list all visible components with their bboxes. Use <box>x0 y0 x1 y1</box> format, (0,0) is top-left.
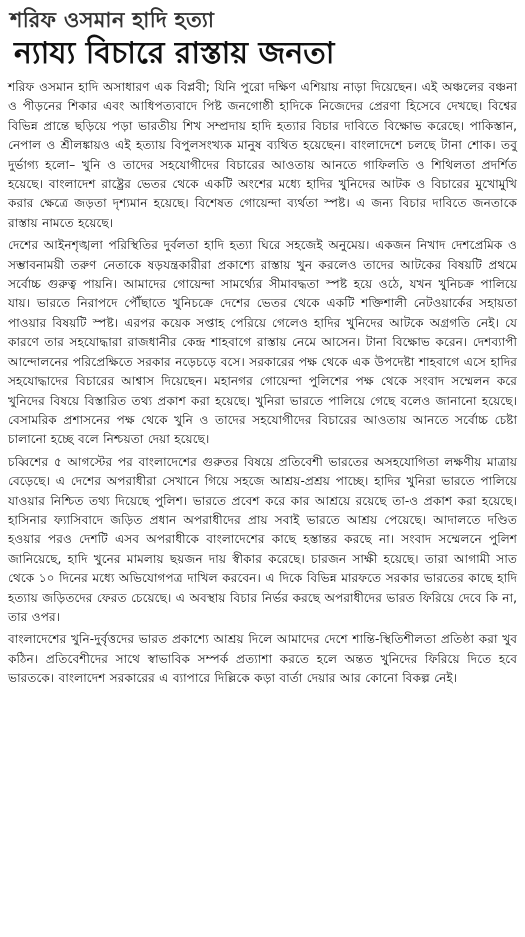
article-kicker: শরিফ ওসমান হাদি হত্যা <box>10 8 215 32</box>
article-paragraph: দেশের আইনশৃঙ্খলা পরিস্থিতির দুর্বলতা হাদি হত্যা ঘিরে সহজেই অনুমেয়। একজন নিখাদ দেশপ্রেমিক ও সম্ভাবনাময়ী তরুণ নেতাকে ষড়যন্ত্রকারীরা প্রকাশ্যে রাস্তায় খুন করলেও তাদের আটকের বিষয়টি প্রথমে সর্বোচ্চ গুরুত্ব পায়নি। আমাদের গোয়েন্দা সামর্থ্যের সীমাবদ্ধতা স্পষ্ট হয়ে ওঠে, যখন খুনিচক্র পালিয়ে যায়। ভারতে নিরাপদে পৌঁছাতে খুনিচক্রে দেশের ভেতর থেকে একটি শক্তিশালী নেটওয়ার্কের সহায়তা পাওয়ার বিষয়টি স্পষ্ট। এরপর কয়েক সপ্তাহ পেরিয়ে গেলেও হাদির খুনিদের আটকে অগ্রগতি নেই। যে কারণে তার সহযোদ্ধারা রাজধানীর কেন্দ্র শাহবাগে রাস্তায় নেমে আসেন। টানা বিক্ষোভ করেন। দেশব্যাপী আন্দোলনের পরিপ্রেক্ষিতে সরকার নড়েচড়ে বসে। সরকারের পক্ষ থেকে এক উপদেষ্টা শাহবাগে এসে হাদির সহযোদ্ধাদের বিচারের আশ্বাস দিয়েছেন। মহানগর গোয়েন্দা পুলিশের পক্ষ থেকে সংবাদ সম্মেলন করে খুনিদের বিষয়ে বিস্তারিত তথ্য প্রকাশ করা হয়েছে। খুনিরা ভারতে পালিয়ে গেছে বলেও জানানো হয়েছে। বেসামরিক প্রশাসনের পক্ষ থেকে খুনি ও তাদের সহযোগীদের বিচারের আওতায় আনতে সর্বোচ্চ চেষ্টা চালানো হচ্ছে বলে নিশ্চয়তা দেয়া হয়েছে। <box>8 238 517 447</box>
article-paragraph: শরিফ ওসমান হাদি অসাধারণ এক বিপ্লবী; যিনি পুরো দক্ষিণ এশিয়ায় নাড়া দিয়েছেন। এই অঞ্চলের বঞ্চনা ও পীড়নের শিকার এবং আধিপত্যবাদে পিষ্ট জনগোষ্ঠী হাদিকে নিজেদের প্রেরণা হিসেবে দেখছে। বিশ্বের বিভিন্ন প্রান্তে ছড়িয়ে পড়া ভারতীয় শিখ সম্প্রদায় হাদি হত্যার বিচার দাবিতে বিক্ষোভ করেছে। পাকিস্তান, নেপাল ও শ্রীলঙ্কায়ও এই হত্যায় বিপুলসংখ্যক মানুষ ব্যথিত হয়েছেন। বাংলাদেশে চলছে টানা শোক। তবু দুর্ভাগ্য হলো– খুনি ও তাদের সহযোগীদের বিচারের আওতায় আনতে গাফিলতি ও শিথিলতা প্রদর্শিত হয়েছে। বাংলাদেশ রাষ্ট্রের ভেতর থেকে একটি অংশের মধ্যে হাদির খুনিদের আটক ও বিচারের মুখোমুখি করার ক্ষেত্রে জড়তা দৃশ্যমান হয়েছে। বিশেষত গোয়েন্দা ব্যর্থতা স্পষ্ট। এ জন্য বিচার দাবিতে জনতাকে রাস্তায় নামতে হয়েছে। <box>8 80 517 230</box>
article-paragraph: বাংলাদেশের খুনি-দুর্বৃত্তদের ভারত প্রকাশ্যে আশ্রয় দিলে আমাদের দেশে শান্তি-স্থিতিশীলতা প্রতিষ্ঠা করা খুব কঠিন। প্রতিবেশীদের সাথে স্বাভাবিক সম্পর্ক প্রত্যাশা করতে হলে অন্তত খুনিদের ফিরিয়ে দিতে হবে ভারতকে। বাংলাদেশ সরকারের এ ব্যাপারে দিল্লিকে কড়া বার্তা দেয়ার আর কোনো বিকল্প নেই। <box>8 632 517 686</box>
article-body <box>8 78 517 689</box>
article-paragraph: চব্বিশের ৫ আগস্টের পর বাংলাদেশের গুরুতর বিষয়ে প্রতিবেশী ভারতের অসহযোগিতা লক্ষণীয় মাত্রায় বেড়েছে। এ দেশের অপরাধীরা সেখানে গিয়ে সহজে আশ্রয়-প্রশ্রয় পাচ্ছে। হাদির খুনিরা ভারতে পালিয়ে যাওয়ার নিশ্চিত তথ্য দিয়েছে পুলিশ। ভারতে প্রবেশ করে কার আশ্রয়ে রয়েছে তা-ও প্রকাশ করা হয়েছে। হাসিনার ফ্যাসিবাদে জড়িত প্রধান অপরাধীদের প্রায় সবাই ভারতে আশ্রয় পেয়েছে। আদালতে দণ্ডিত হওয়ার পরও দেশটি এসব অপরাধীকে বাংলাদেশের কাছে হস্তান্তর করছে না। সংবাদ সম্মেলনে পুলিশ জানিয়েছে, হাদি খুনের মামলায় ছয়জন দায় স্বীকার করেছে। চারজন সাক্ষী হয়েছে। তারা আগামী সাত থেকে ১০ দিনের মধ্যে অভিযোগপত্র দাখিল করবেন। এ দিকে বিভিন্ন মারফতে সরকার ভারতের কাছে হাদি হত্যায় জড়িতদের ফেরত চেয়েছে। এ অবস্থায় বিচার নির্ভর করছে অপরাধীদের ভারত ফিরিয়ে দেবে কি না, তার ওপর। <box>8 454 517 624</box>
article-headline: ন্যায্য বিচারে রাস্তায় জনতা <box>14 36 335 71</box>
